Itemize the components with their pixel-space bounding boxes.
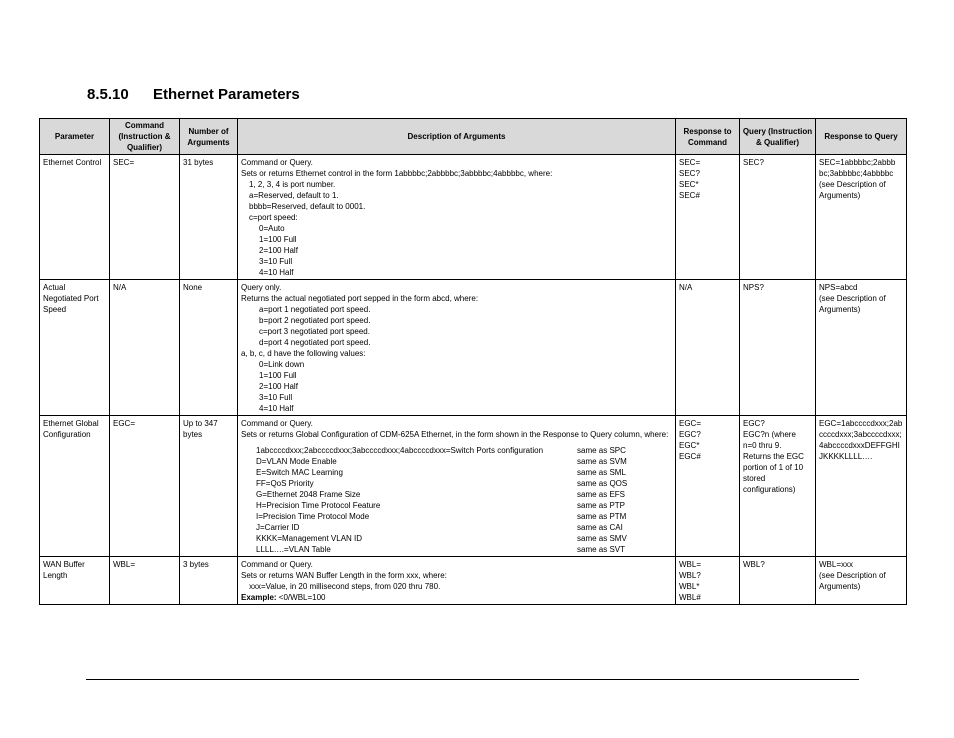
cell-parameter: Actual Negotiated Port Speed xyxy=(40,280,110,416)
cell-line: stored xyxy=(743,474,766,483)
field-definition: G=Ethernet 2048 Frame Size xyxy=(256,490,361,499)
col-header-parameter: Parameter xyxy=(40,119,110,155)
field-mapping-table xyxy=(256,445,687,555)
description-line: Command or Query. xyxy=(241,560,313,569)
cell-parameter: Ethernet Global Configuration xyxy=(40,416,110,557)
field-mapping-row xyxy=(256,456,687,467)
cell-line: WBL= xyxy=(679,560,702,569)
cell-line: (see Description of xyxy=(819,294,886,303)
cell-line: portion of 1 of 10 xyxy=(743,463,804,472)
cell-line: WBL? xyxy=(679,571,701,580)
col-header-description: Description of Arguments xyxy=(238,119,676,155)
section-title: Ethernet Parameters xyxy=(153,86,300,103)
field-equivalent: same as SVM xyxy=(577,457,627,466)
table-row xyxy=(40,155,907,280)
field-equivalent: same as SMV xyxy=(577,534,627,543)
field-definition: FF=QoS Priority xyxy=(256,479,314,488)
col-header-arguments: Number of Arguments xyxy=(180,119,238,155)
description-line: 1=100 Full xyxy=(259,371,297,380)
field-mapping-row xyxy=(256,467,687,478)
cell-line: EGC= xyxy=(679,419,702,428)
description-line: bbbb=Reserved, default to 0001. xyxy=(249,202,366,211)
cell-query xyxy=(740,557,816,605)
field-equivalent: same as PTM xyxy=(577,512,627,521)
section-heading xyxy=(87,86,300,103)
field-equivalent: same as CAI xyxy=(577,523,623,532)
field-definition: I=Precision Time Protocol Mode xyxy=(256,512,370,521)
cell-line: ccccdxxx;3abccccdxxx; xyxy=(819,430,902,439)
field-equivalent: same as PTP xyxy=(577,501,626,510)
cell-line: EGC# xyxy=(679,452,701,461)
description-line: a, b, c, d have the following values: xyxy=(241,349,366,358)
cell-response xyxy=(676,416,740,557)
description-line: 1=100 Full xyxy=(259,235,297,244)
example-label: Example: xyxy=(241,593,277,602)
example-line xyxy=(241,592,672,603)
table-header-row xyxy=(40,119,907,155)
cell-line: SEC* xyxy=(679,180,699,189)
cell-line: bc;3abbbbc;4abbbbc xyxy=(819,169,894,178)
cell-parameter: Ethernet Control xyxy=(40,155,110,280)
cell-line: SEC=1abbbbc;2abbb xyxy=(819,158,896,167)
description-line: c=port speed: xyxy=(249,213,298,222)
description-line: 3=10 Full xyxy=(259,393,293,402)
footer-divider xyxy=(86,679,859,680)
field-mapping-row xyxy=(256,500,687,511)
cell-line: Arguments) xyxy=(819,305,861,314)
cell-line: SEC= xyxy=(679,158,701,167)
cell-line: Arguments) xyxy=(819,191,861,200)
col-header-response: Response to Command xyxy=(676,119,740,155)
description-line: 3=10 Full xyxy=(259,257,293,266)
description-line: xxx=Value, in 20 millisecond steps, from 020 thru 780. xyxy=(249,582,441,591)
description-line: Sets or returns Global Configuration of CDM-625A Ethernet, in the form shown in the Response to Query column, where: xyxy=(241,430,669,439)
cell-line: N/A xyxy=(679,283,693,292)
cell-description xyxy=(238,416,676,557)
cell-response xyxy=(676,557,740,605)
table-body xyxy=(40,155,907,605)
cell-line: WBL# xyxy=(679,593,701,602)
field-mapping-row xyxy=(256,533,687,544)
cell-line: EGC? xyxy=(679,430,701,439)
cell-query xyxy=(740,280,816,416)
cell-arguments: None xyxy=(180,280,238,416)
table-row xyxy=(40,557,907,605)
field-mapping-row xyxy=(256,445,687,456)
cell-line: NPS? xyxy=(743,283,764,292)
example-value: <0/WBL=100 xyxy=(276,593,326,602)
cell-line: WBL? xyxy=(743,560,765,569)
cell-line: EGC?n (where xyxy=(743,430,796,439)
cell-command: N/A xyxy=(110,280,180,416)
cell-line: 4abccccdxxxDEFFGHI xyxy=(819,441,900,450)
cell-response xyxy=(676,155,740,280)
cell-query-response xyxy=(816,557,907,605)
cell-arguments: 3 bytes xyxy=(180,557,238,605)
description-line: a=Reserved, default to 1. xyxy=(249,191,339,200)
cell-line: EGC=1abccccdxxx;2ab xyxy=(819,419,903,428)
field-equivalent: same as EFS xyxy=(577,490,626,499)
cell-description xyxy=(238,155,676,280)
cell-line: NPS=abcd xyxy=(819,283,858,292)
field-equivalent: same as SML xyxy=(577,468,626,477)
col-header-command: Command (Instruction & Qualifier) xyxy=(110,119,180,155)
description-line: 2=100 Half xyxy=(259,246,298,255)
field-mapping-row xyxy=(256,522,687,533)
description-line: a=port 1 negotiated port speed. xyxy=(259,305,371,314)
description-line: 2=100 Half xyxy=(259,382,298,391)
field-definition: J=Carrier ID xyxy=(256,523,300,532)
ethernet-parameters-table xyxy=(39,118,907,605)
field-mapping-row xyxy=(256,544,687,555)
col-header-query-response: Response to Query xyxy=(816,119,907,155)
cell-query-response xyxy=(816,416,907,557)
cell-line: SEC? xyxy=(743,158,764,167)
field-equivalent: same as SPC xyxy=(577,446,626,455)
description-line: d=port 4 negotiated port speed. xyxy=(259,338,371,347)
cell-line: Returns the EGC xyxy=(743,452,804,461)
col-header-query: Query (Instruction & Qualifier) xyxy=(740,119,816,155)
description-line: c=port 3 negotiated port speed. xyxy=(259,327,370,336)
cell-command: SEC= xyxy=(110,155,180,280)
cell-query xyxy=(740,416,816,557)
description-line: 4=10 Half xyxy=(259,404,294,413)
description-line: Sets or returns Ethernet control in the form 1abbbbc;2abbbbc;3abbbbc;4abbbbc, where: xyxy=(241,169,553,178)
cell-description xyxy=(238,557,676,605)
cell-line: Arguments) xyxy=(819,582,861,591)
cell-query xyxy=(740,155,816,280)
description-line: Command or Query. xyxy=(241,419,313,428)
field-mapping-row xyxy=(256,511,687,522)
field-definition: 1abccccdxxx;2abccccdxxx;3abccccdxxx;4abccccdxxx=Switch Ports configuration xyxy=(256,446,544,455)
cell-line: EGC? xyxy=(743,419,765,428)
cell-description xyxy=(238,280,676,416)
cell-line: (see Description of xyxy=(819,571,886,580)
field-definition: D=VLAN Mode Enable xyxy=(256,457,337,466)
cell-line: n=0 thru 9. xyxy=(743,441,782,450)
field-mapping-row xyxy=(256,489,687,500)
field-definition: LLLL….=VLAN Table xyxy=(256,545,331,554)
cell-arguments: 31 bytes xyxy=(180,155,238,280)
description-line: Returns the actual negotiated port sepped in the form abcd, where: xyxy=(241,294,479,303)
description-line: 0=Link down xyxy=(259,360,305,369)
cell-line: JKKKKLLLL…. xyxy=(819,452,873,461)
cell-arguments: Up to 347 bytes xyxy=(180,416,238,557)
description-line: 4=10 Half xyxy=(259,268,294,277)
cell-line: EGC* xyxy=(679,441,700,450)
section-number: 8.5.10 xyxy=(87,86,129,103)
description-line: Command or Query. xyxy=(241,158,313,167)
field-equivalent: same as QOS xyxy=(577,479,628,488)
table-row xyxy=(40,416,907,557)
cell-line: SEC# xyxy=(679,191,700,200)
cell-query-response xyxy=(816,280,907,416)
field-definition: H=Precision Time Protocol Feature xyxy=(256,501,381,510)
cell-query-response xyxy=(816,155,907,280)
table-row xyxy=(40,280,907,416)
field-equivalent: same as SVT xyxy=(577,545,626,554)
cell-parameter: WAN Buffer Length xyxy=(40,557,110,605)
cell-response xyxy=(676,280,740,416)
cell-line: WBL* xyxy=(679,582,700,591)
description-line: b=port 2 negotiated port speed. xyxy=(259,316,371,325)
cell-line: (see Description of xyxy=(819,180,886,189)
field-definition: E=Switch MAC Learning xyxy=(256,468,343,477)
description-line: Query only. xyxy=(241,283,282,292)
field-mapping-row xyxy=(256,478,687,489)
cell-line: SEC? xyxy=(679,169,700,178)
description-line: 0=Auto xyxy=(259,224,285,233)
cell-command: WBL= xyxy=(110,557,180,605)
description-line: 1, 2, 3, 4 is port number. xyxy=(249,180,336,189)
description-line: Sets or returns WAN Buffer Length in the form xxx, where: xyxy=(241,571,447,580)
cell-command: EGC= xyxy=(110,416,180,557)
cell-line: WBL=xxx xyxy=(819,560,854,569)
field-definition: KKKK=Management VLAN ID xyxy=(256,534,363,543)
cell-line: configurations) xyxy=(743,485,796,494)
